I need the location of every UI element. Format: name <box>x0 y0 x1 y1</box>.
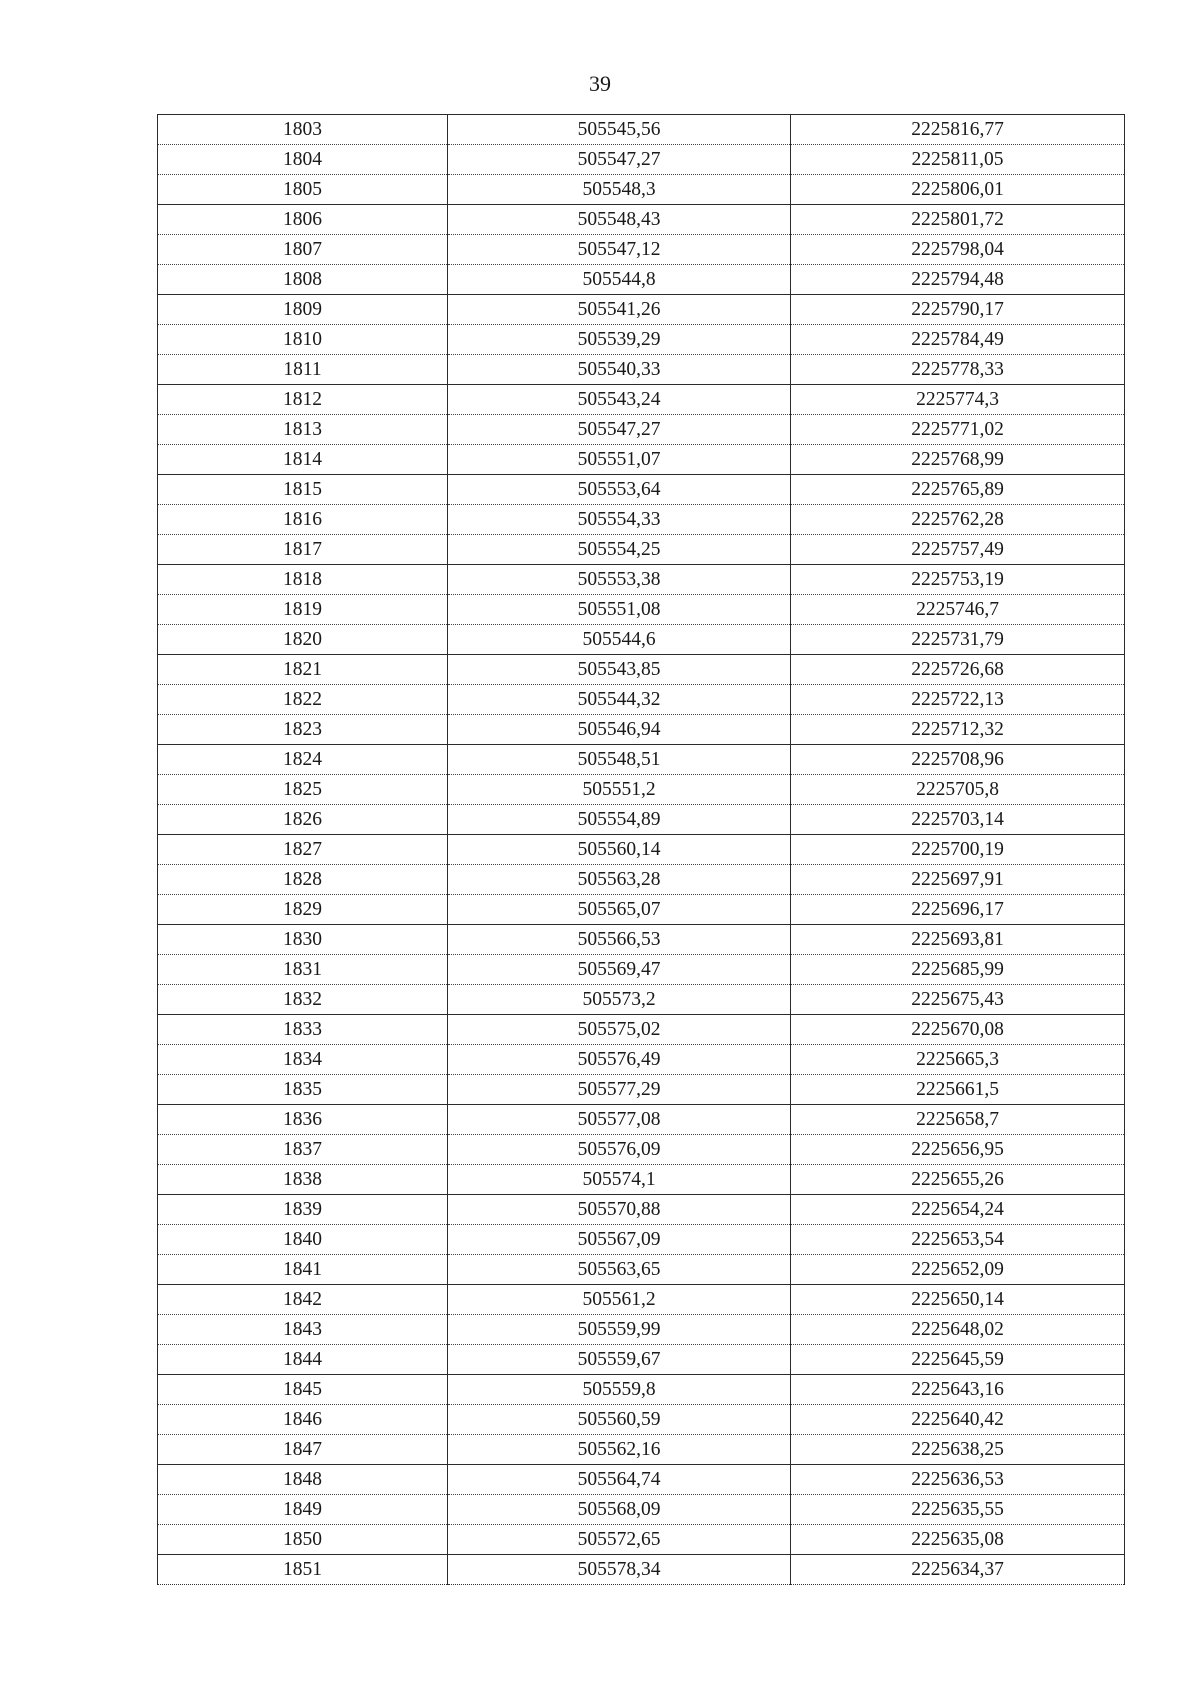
point-number-cell: 1837 <box>158 1135 448 1165</box>
x-coordinate-cell: 505553,38 <box>448 565 791 595</box>
x-coordinate-cell: 505560,59 <box>448 1405 791 1435</box>
x-coordinate-cell: 505548,51 <box>448 745 791 775</box>
table-row <box>158 1375 1125 1405</box>
table-row <box>158 1045 1125 1075</box>
point-number-cell: 1827 <box>158 835 448 865</box>
point-number-cell: 1822 <box>158 685 448 715</box>
table-row <box>158 175 1125 205</box>
x-coordinate-cell: 505551,07 <box>448 445 791 475</box>
x-coordinate-cell: 505574,1 <box>448 1165 791 1195</box>
table-row <box>158 685 1125 715</box>
y-coordinate-cell: 2225731,79 <box>791 625 1125 655</box>
x-coordinate-cell: 505569,47 <box>448 955 791 985</box>
x-coordinate-cell: 505564,74 <box>448 1465 791 1495</box>
point-number-cell: 1844 <box>158 1345 448 1375</box>
point-number-cell: 1806 <box>158 205 448 235</box>
table-row <box>158 1405 1125 1435</box>
table-row <box>158 1225 1125 1255</box>
x-coordinate-cell: 505544,6 <box>448 625 791 655</box>
y-coordinate-cell: 2225656,95 <box>791 1135 1125 1165</box>
y-coordinate-cell: 2225661,5 <box>791 1075 1125 1105</box>
point-number-cell: 1845 <box>158 1375 448 1405</box>
table-row <box>158 1315 1125 1345</box>
y-coordinate-cell: 2225640,42 <box>791 1405 1125 1435</box>
y-coordinate-cell: 2225765,89 <box>791 475 1125 505</box>
table-row <box>158 385 1125 415</box>
table-row <box>158 1075 1125 1105</box>
x-coordinate-cell: 505570,88 <box>448 1195 791 1225</box>
table-row <box>158 535 1125 565</box>
x-coordinate-cell: 505562,16 <box>448 1435 791 1465</box>
x-coordinate-cell: 505563,28 <box>448 865 791 895</box>
table-row <box>158 415 1125 445</box>
y-coordinate-cell: 2225638,25 <box>791 1435 1125 1465</box>
x-coordinate-cell: 505572,65 <box>448 1525 791 1555</box>
table-row <box>158 1465 1125 1495</box>
x-coordinate-cell: 505543,24 <box>448 385 791 415</box>
y-coordinate-cell: 2225670,08 <box>791 1015 1125 1045</box>
x-coordinate-cell: 505576,09 <box>448 1135 791 1165</box>
table-row <box>158 145 1125 175</box>
x-coordinate-cell: 505575,02 <box>448 1015 791 1045</box>
table-row <box>158 475 1125 505</box>
table-row <box>158 1345 1125 1375</box>
coordinates-table <box>157 114 1125 1585</box>
y-coordinate-cell: 2225794,48 <box>791 265 1125 295</box>
point-number-cell: 1836 <box>158 1105 448 1135</box>
table-row <box>158 325 1125 355</box>
point-number-cell: 1846 <box>158 1405 448 1435</box>
point-number-cell: 1804 <box>158 145 448 175</box>
point-number-cell: 1803 <box>158 115 448 145</box>
point-number-cell: 1840 <box>158 1225 448 1255</box>
y-coordinate-cell: 2225675,43 <box>791 985 1125 1015</box>
y-coordinate-cell: 2225696,17 <box>791 895 1125 925</box>
y-coordinate-cell: 2225645,59 <box>791 1345 1125 1375</box>
y-coordinate-cell: 2225708,96 <box>791 745 1125 775</box>
x-coordinate-cell: 505559,99 <box>448 1315 791 1345</box>
point-number-cell: 1839 <box>158 1195 448 1225</box>
table-row <box>158 265 1125 295</box>
table-row <box>158 115 1125 145</box>
y-coordinate-cell: 2225655,26 <box>791 1165 1125 1195</box>
y-coordinate-cell: 2225653,54 <box>791 1225 1125 1255</box>
x-coordinate-cell: 505573,2 <box>448 985 791 1015</box>
x-coordinate-cell: 505540,33 <box>448 355 791 385</box>
x-coordinate-cell: 505565,07 <box>448 895 791 925</box>
x-coordinate-cell: 505576,49 <box>448 1045 791 1075</box>
table-row <box>158 565 1125 595</box>
point-number-cell: 1843 <box>158 1315 448 1345</box>
x-coordinate-cell: 505566,53 <box>448 925 791 955</box>
y-coordinate-cell: 2225643,16 <box>791 1375 1125 1405</box>
table-row <box>158 445 1125 475</box>
y-coordinate-cell: 2225778,33 <box>791 355 1125 385</box>
y-coordinate-cell: 2225762,28 <box>791 505 1125 535</box>
y-coordinate-cell: 2225726,68 <box>791 655 1125 685</box>
x-coordinate-cell: 505543,85 <box>448 655 791 685</box>
table-row <box>158 1165 1125 1195</box>
y-coordinate-cell: 2225816,77 <box>791 115 1125 145</box>
point-number-cell: 1811 <box>158 355 448 385</box>
x-coordinate-cell: 505559,67 <box>448 1345 791 1375</box>
point-number-cell: 1835 <box>158 1075 448 1105</box>
x-coordinate-cell: 505544,8 <box>448 265 791 295</box>
point-number-cell: 1820 <box>158 625 448 655</box>
x-coordinate-cell: 505545,56 <box>448 115 791 145</box>
point-number-cell: 1821 <box>158 655 448 685</box>
point-number-cell: 1829 <box>158 895 448 925</box>
y-coordinate-cell: 2225697,91 <box>791 865 1125 895</box>
x-coordinate-cell: 505547,27 <box>448 145 791 175</box>
x-coordinate-cell: 505546,94 <box>448 715 791 745</box>
table-row <box>158 775 1125 805</box>
y-coordinate-cell: 2225693,81 <box>791 925 1125 955</box>
table-row <box>158 1495 1125 1525</box>
point-number-cell: 1814 <box>158 445 448 475</box>
x-coordinate-cell: 505547,27 <box>448 415 791 445</box>
y-coordinate-cell: 2225705,8 <box>791 775 1125 805</box>
point-number-cell: 1850 <box>158 1525 448 1555</box>
y-coordinate-cell: 2225634,37 <box>791 1555 1125 1585</box>
table-row <box>158 955 1125 985</box>
point-number-cell: 1824 <box>158 745 448 775</box>
point-number-cell: 1819 <box>158 595 448 625</box>
point-number-cell: 1812 <box>158 385 448 415</box>
x-coordinate-cell: 505548,3 <box>448 175 791 205</box>
table-row <box>158 1285 1125 1315</box>
point-number-cell: 1831 <box>158 955 448 985</box>
table-row <box>158 1135 1125 1165</box>
point-number-cell: 1833 <box>158 1015 448 1045</box>
y-coordinate-cell: 2225648,02 <box>791 1315 1125 1345</box>
y-coordinate-cell: 2225811,05 <box>791 145 1125 175</box>
x-coordinate-cell: 505577,08 <box>448 1105 791 1135</box>
point-number-cell: 1808 <box>158 265 448 295</box>
table-row <box>158 895 1125 925</box>
table-row <box>158 1525 1125 1555</box>
x-coordinate-cell: 505554,89 <box>448 805 791 835</box>
y-coordinate-cell: 2225650,14 <box>791 1285 1125 1315</box>
x-coordinate-cell: 505560,14 <box>448 835 791 865</box>
point-number-cell: 1849 <box>158 1495 448 1525</box>
table-row <box>158 1255 1125 1285</box>
x-coordinate-cell: 505551,08 <box>448 595 791 625</box>
y-coordinate-cell: 2225636,53 <box>791 1465 1125 1495</box>
point-number-cell: 1815 <box>158 475 448 505</box>
y-coordinate-cell: 2225700,19 <box>791 835 1125 865</box>
table-row <box>158 235 1125 265</box>
y-coordinate-cell: 2225790,17 <box>791 295 1125 325</box>
x-coordinate-cell: 505554,33 <box>448 505 791 535</box>
y-coordinate-cell: 2225798,04 <box>791 235 1125 265</box>
table-row <box>158 655 1125 685</box>
point-number-cell: 1810 <box>158 325 448 355</box>
x-coordinate-cell: 505553,64 <box>448 475 791 505</box>
point-number-cell: 1838 <box>158 1165 448 1195</box>
table-row <box>158 625 1125 655</box>
point-number-cell: 1823 <box>158 715 448 745</box>
y-coordinate-cell: 2225722,13 <box>791 685 1125 715</box>
point-number-cell: 1813 <box>158 415 448 445</box>
coordinates-table-body <box>158 115 1125 1585</box>
y-coordinate-cell: 2225712,32 <box>791 715 1125 745</box>
point-number-cell: 1830 <box>158 925 448 955</box>
x-coordinate-cell: 505578,34 <box>448 1555 791 1585</box>
table-row <box>158 835 1125 865</box>
point-number-cell: 1817 <box>158 535 448 565</box>
point-number-cell: 1841 <box>158 1255 448 1285</box>
point-number-cell: 1832 <box>158 985 448 1015</box>
y-coordinate-cell: 2225652,09 <box>791 1255 1125 1285</box>
table-row <box>158 1015 1125 1045</box>
table-row <box>158 805 1125 835</box>
y-coordinate-cell: 2225757,49 <box>791 535 1125 565</box>
y-coordinate-cell: 2225635,55 <box>791 1495 1125 1525</box>
table-row <box>158 985 1125 1015</box>
y-coordinate-cell: 2225635,08 <box>791 1525 1125 1555</box>
x-coordinate-cell: 505547,12 <box>448 235 791 265</box>
y-coordinate-cell: 2225774,3 <box>791 385 1125 415</box>
table-row <box>158 205 1125 235</box>
point-number-cell: 1816 <box>158 505 448 535</box>
y-coordinate-cell: 2225658,7 <box>791 1105 1125 1135</box>
point-number-cell: 1825 <box>158 775 448 805</box>
table-row <box>158 1105 1125 1135</box>
x-coordinate-cell: 505541,26 <box>448 295 791 325</box>
y-coordinate-cell: 2225753,19 <box>791 565 1125 595</box>
point-number-cell: 1828 <box>158 865 448 895</box>
y-coordinate-cell: 2225654,24 <box>791 1195 1125 1225</box>
table-row <box>158 925 1125 955</box>
x-coordinate-cell: 505568,09 <box>448 1495 791 1525</box>
x-coordinate-cell: 505539,29 <box>448 325 791 355</box>
point-number-cell: 1842 <box>158 1285 448 1315</box>
y-coordinate-cell: 2225665,3 <box>791 1045 1125 1075</box>
table-row <box>158 745 1125 775</box>
y-coordinate-cell: 2225768,99 <box>791 445 1125 475</box>
table-row <box>158 1435 1125 1465</box>
point-number-cell: 1826 <box>158 805 448 835</box>
point-number-cell: 1805 <box>158 175 448 205</box>
point-number-cell: 1834 <box>158 1045 448 1075</box>
point-number-cell: 1807 <box>158 235 448 265</box>
point-number-cell: 1848 <box>158 1465 448 1495</box>
x-coordinate-cell: 505561,2 <box>448 1285 791 1315</box>
y-coordinate-cell: 2225703,14 <box>791 805 1125 835</box>
x-coordinate-cell: 505551,2 <box>448 775 791 805</box>
y-coordinate-cell: 2225806,01 <box>791 175 1125 205</box>
table-row <box>158 1195 1125 1225</box>
table-row <box>158 595 1125 625</box>
x-coordinate-cell: 505548,43 <box>448 205 791 235</box>
x-coordinate-cell: 505563,65 <box>448 1255 791 1285</box>
point-number-cell: 1818 <box>158 565 448 595</box>
point-number-cell: 1847 <box>158 1435 448 1465</box>
table-row <box>158 505 1125 535</box>
table-row <box>158 295 1125 325</box>
x-coordinate-cell: 505554,25 <box>448 535 791 565</box>
table-row <box>158 865 1125 895</box>
x-coordinate-cell: 505559,8 <box>448 1375 791 1405</box>
table-row <box>158 715 1125 745</box>
y-coordinate-cell: 2225685,99 <box>791 955 1125 985</box>
y-coordinate-cell: 2225801,72 <box>791 205 1125 235</box>
table-row <box>158 1555 1125 1585</box>
x-coordinate-cell: 505544,32 <box>448 685 791 715</box>
x-coordinate-cell: 505577,29 <box>448 1075 791 1105</box>
x-coordinate-cell: 505567,09 <box>448 1225 791 1255</box>
y-coordinate-cell: 2225784,49 <box>791 325 1125 355</box>
point-number-cell: 1809 <box>158 295 448 325</box>
y-coordinate-cell: 2225771,02 <box>791 415 1125 445</box>
point-number-cell: 1851 <box>158 1555 448 1585</box>
page-number: 39 <box>589 71 611 96</box>
table-row <box>158 355 1125 385</box>
y-coordinate-cell: 2225746,7 <box>791 595 1125 625</box>
